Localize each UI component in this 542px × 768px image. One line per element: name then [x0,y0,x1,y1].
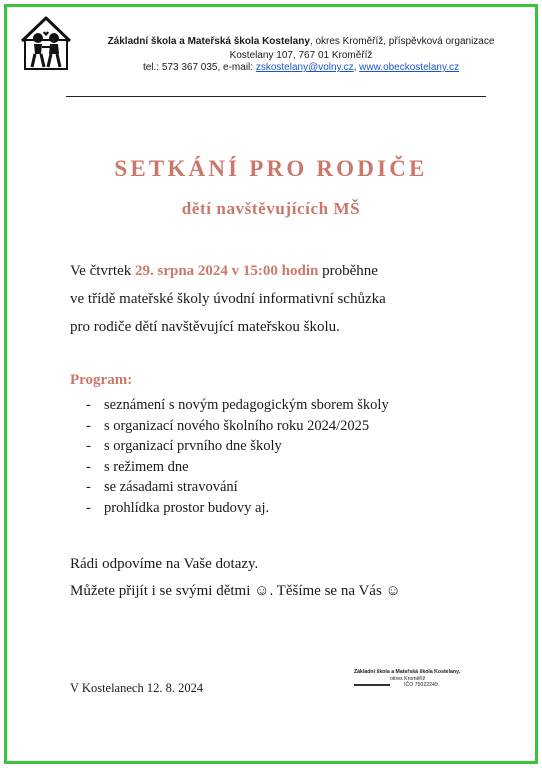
list-item: - s organizací prvního dne školy [86,438,282,454]
school-logo-icon [20,15,72,73]
stamp-row [354,682,484,689]
header-divider [66,96,486,97]
school-name-line [96,36,506,47]
program-label: Program: [70,372,133,388]
school-name-suffix: , okres Kroměříž, příspěvková organizace [309,36,495,47]
list-item: - se zásadami stravování [86,479,238,495]
signature-mark [354,684,390,686]
school-name: Základní škola a Mateřská škola Kostelany [107,36,310,47]
list-item: - seznámení s novým pedagogickým sborem školy [86,397,389,413]
page-subtitle: dětí navštěvujících MŠ [181,199,361,218]
stamp-line-3: IČO 75022249 [404,682,438,688]
school-address: Kostelany 107, 767 01 Kroměříž [229,50,373,61]
contact-line [96,62,506,73]
intro-suffix: proběhne [318,263,378,279]
contact-prefix: tel.: 573 367 035, e-mail: [142,62,256,73]
email-link[interactable]: zskostelany@volny.cz [255,62,354,73]
program-list [86,397,389,520]
list-item: - s režimem dne [86,458,189,475]
meeting-datetime: 29. srpna 2024 v 15:00 hodin [134,263,319,279]
list-item: - s organizací nového školního roku 2024/2025 [86,417,370,434]
date-line: V Kostelanech 12. 8. 2024 [70,681,204,695]
intro-line-3: pro rodiče dětí navštěvující mateřskou školu. [70,319,340,335]
closing-line-1: Rádi odpovíme na Vaše dotazy. [70,556,259,572]
intro-line-1 [70,263,378,280]
school-stamp [354,669,484,689]
intro-prefix: Ve čtvrtek [70,263,135,279]
closing-line-2: Můžete přijít i se svými dětmi ☺. Těšíme se na Vás ☺ [70,583,401,599]
website-link[interactable]: www.obeckostelany.cz [359,62,460,73]
stamp-line-2: okres Kroměříž [390,675,426,682]
stamp-line-1: Základní škola a Mateřská škola Kostelany, [354,669,461,675]
list-item: - prohlídka prostor budovy aj. [86,499,270,516]
intro-line-2: ve třídě mateřské školy úvodní informativní schůzka [70,291,386,307]
contact-separator: , [353,62,360,73]
page-title: SETKÁNÍ PRO RODIČE [114,156,428,181]
